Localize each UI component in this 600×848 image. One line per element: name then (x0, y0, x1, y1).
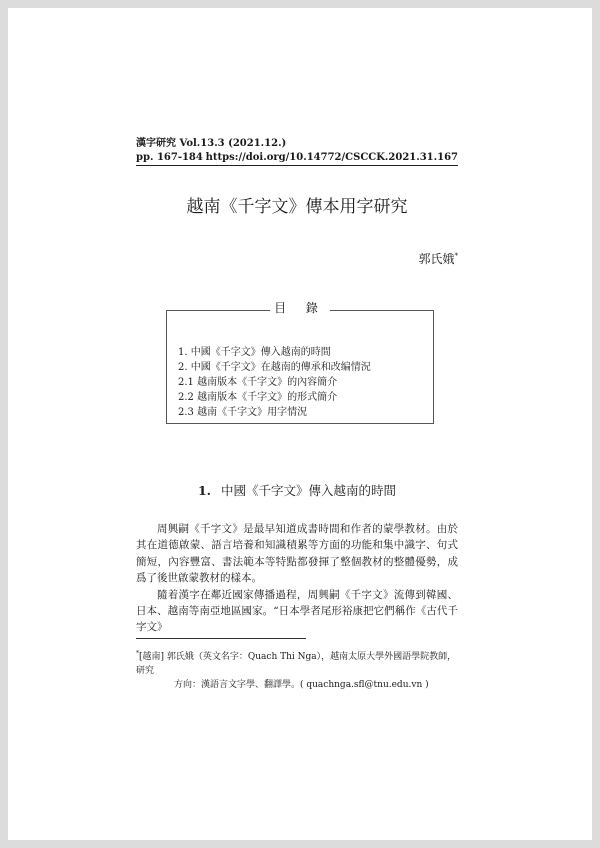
toc-list (178, 345, 371, 420)
header-rule (136, 165, 458, 166)
footnote (136, 647, 458, 692)
footnote-rule (136, 638, 306, 639)
footnote-mark: * (136, 650, 139, 657)
page (8, 8, 592, 840)
toc-item: 2.3 越南《千字文》用字情況 (178, 407, 308, 418)
author (400, 248, 458, 267)
body-text (136, 521, 458, 636)
footnote-text-1: [越南] 郭氏娥（英文名字：Quach Thi Nga），越南太原大學外國語學院教師，研究 (136, 652, 457, 676)
author-mark: * (454, 252, 458, 260)
toc-item: 2.2 越南版本《千字文》的形式簡介 (178, 392, 338, 403)
toc-heading: 目 錄 (270, 300, 330, 316)
toc-item: 2.1 越南版本《千字文》的內容簡介 (178, 377, 338, 388)
journal-pages-row (136, 151, 458, 164)
paper-title: 越南《千字文》傳本用字研究 (186, 197, 408, 217)
section-title: 中國《千字文》傳入越南的時間 (221, 483, 397, 498)
footnote-line-2: 方向：漢語言文字學、翻譯學。( quachnga.sfl@tnu.edu.vn ) (174, 680, 429, 690)
doi-link[interactable]: https://doi.org/10.14772/CSCCK.2021.31.167 (205, 152, 458, 163)
toc-item: 1. 中國《千字文》傳入越南的時間 (178, 347, 331, 358)
paragraph: 周興嗣《千字文》是最早知道成書時間和作者的蒙學教材。由於其在道德啟蒙、語言培養和知識積累等方面的功能和集中識字、句式簡短，內容豐富、書法範本等特點都發揮了整個教材的整體優勢，成爲了後世啟蒙教材的樣本。 (136, 523, 458, 585)
section-number: 1. (197, 483, 212, 498)
section-heading (136, 483, 458, 499)
author-name: 郭氏娥 (418, 252, 455, 266)
paragraph: 隨着漢字在鄰近國家傳播過程，周興嗣《千字文》流傳到韓國、日本、越南等南亞地區國家。“日本學者尾形裕康把它們稱作《古代千字文》 (136, 588, 458, 634)
journal-line: 漢字研究 Vol.13.3 (2021.12.) (136, 138, 287, 149)
page-range: pp. 167-184 (136, 152, 203, 163)
toc-item: 2. 中國《千字文》在越南的傳承和改编情況 (178, 362, 371, 373)
footnote-line-1 (136, 647, 458, 678)
